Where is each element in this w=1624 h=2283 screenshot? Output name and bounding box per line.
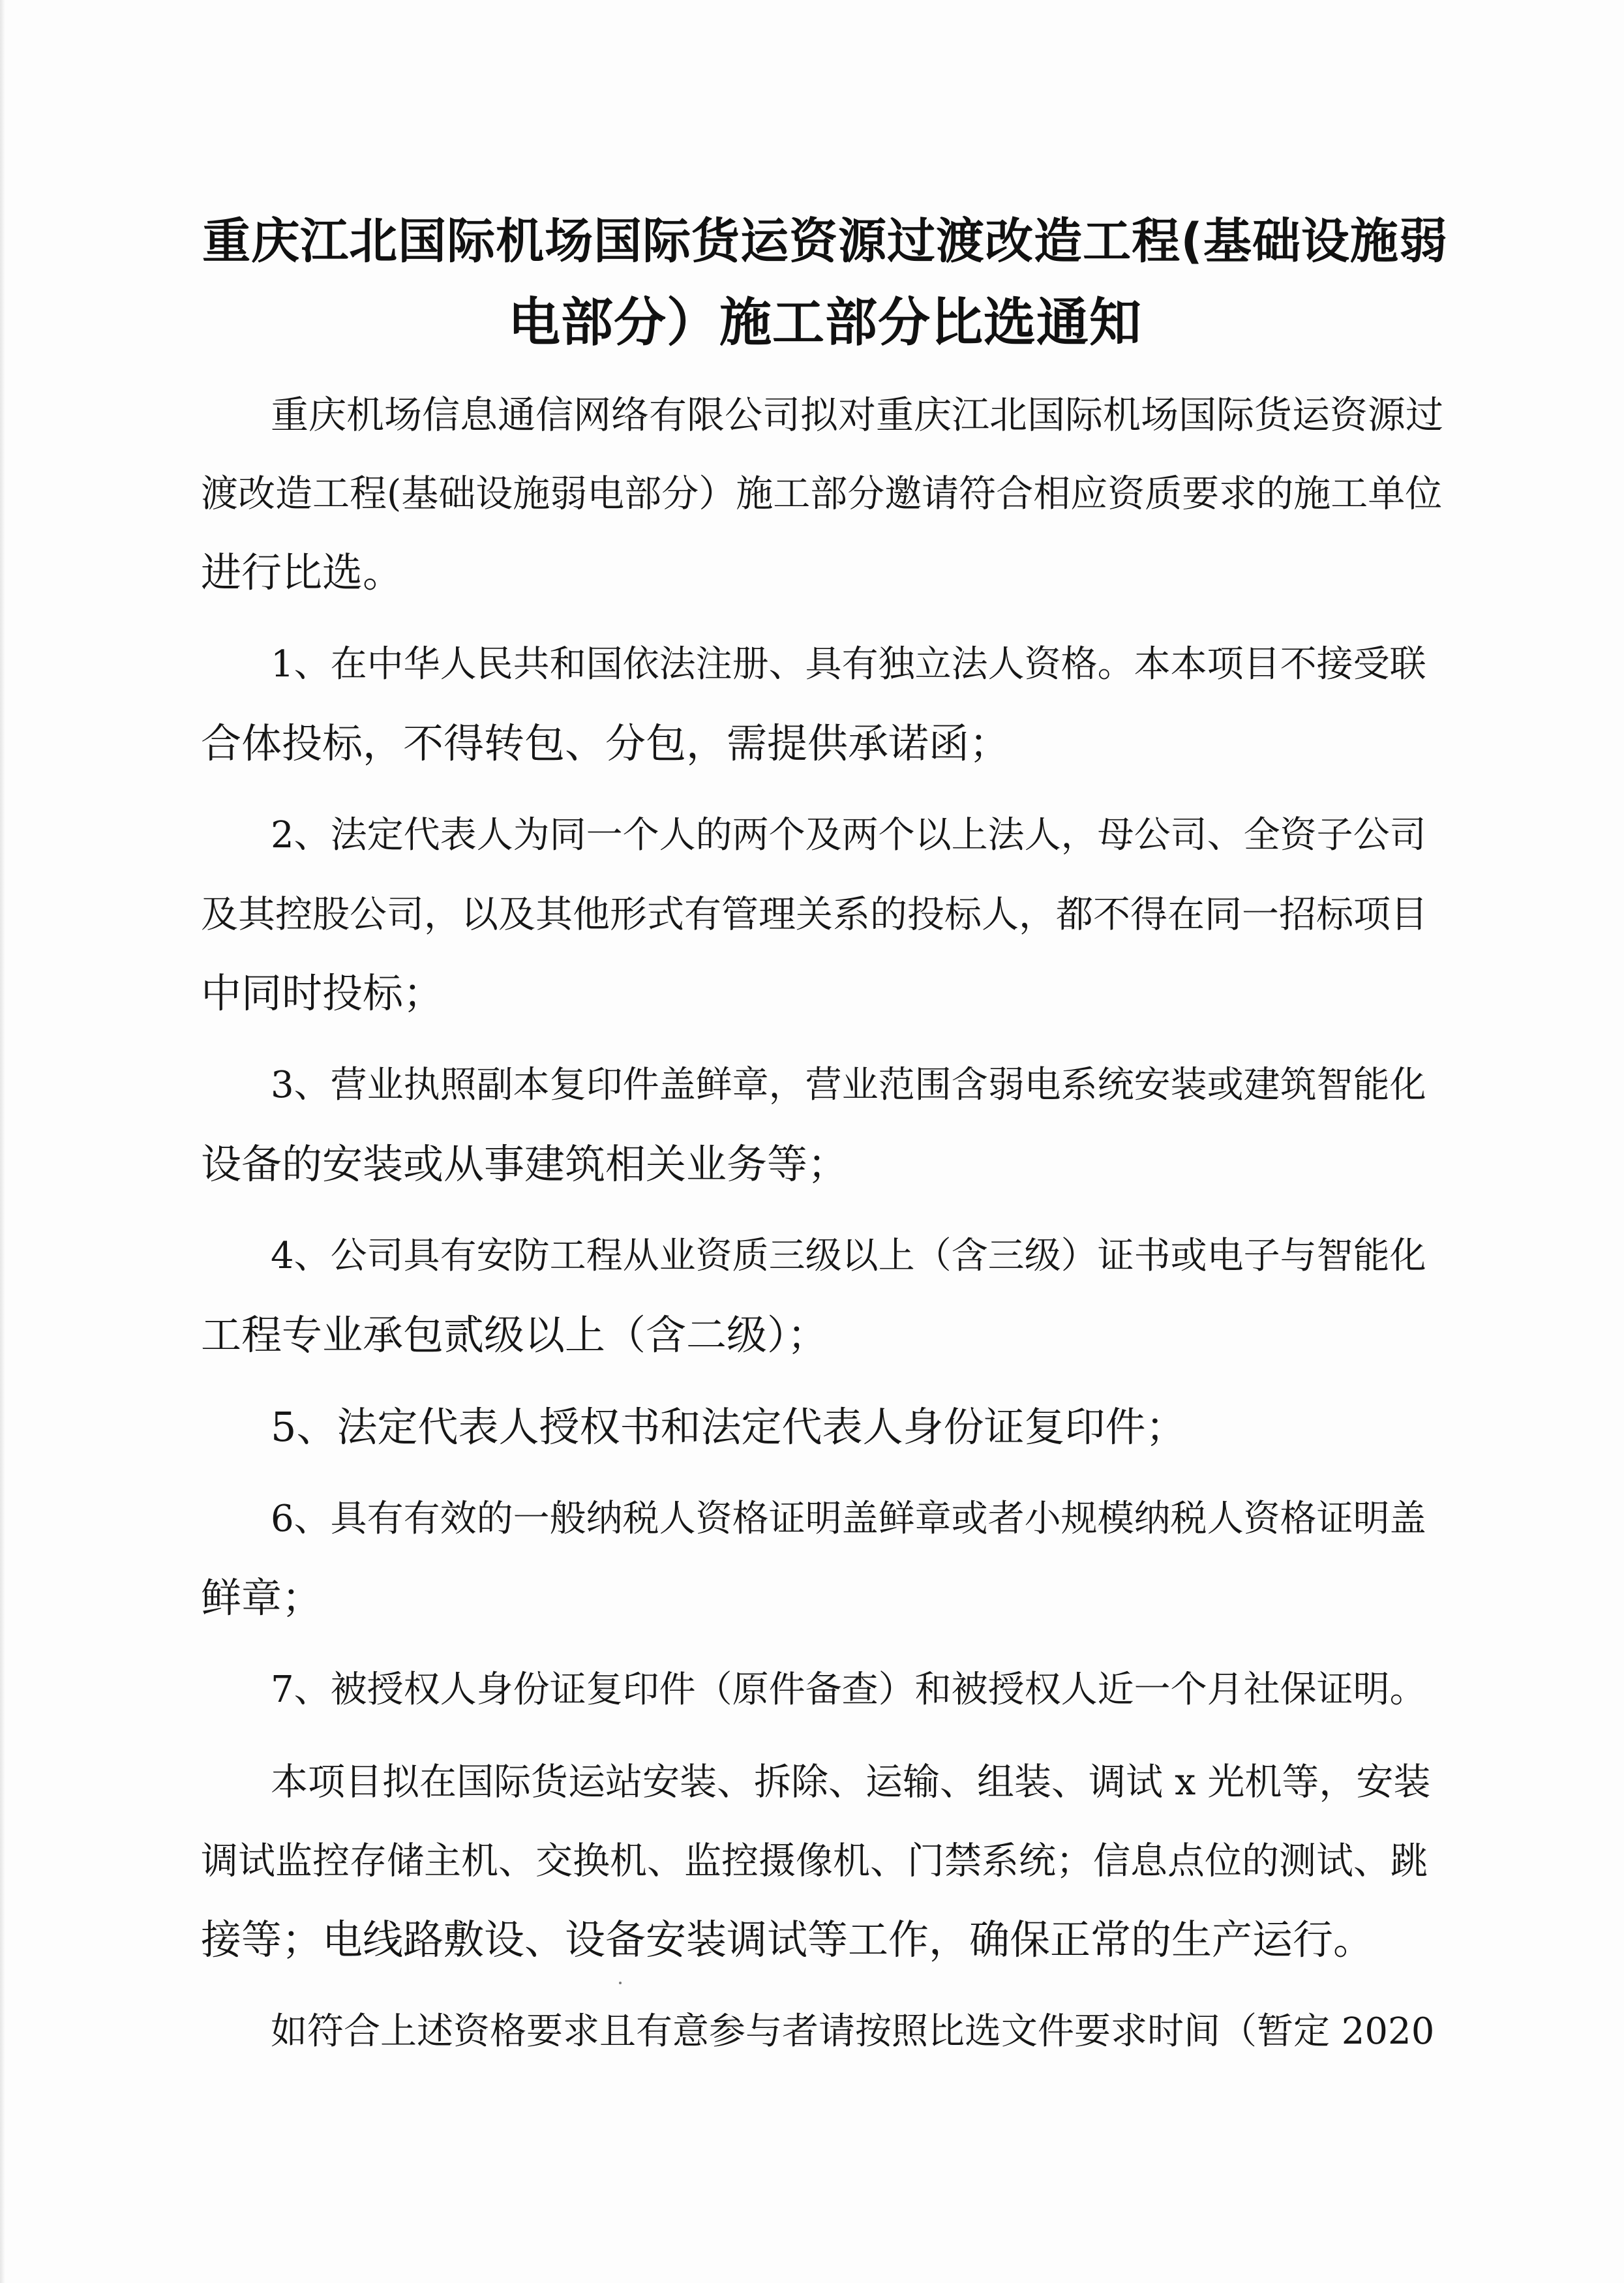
scan-edge-shadow <box>0 0 5 2283</box>
requirement-4-line-2: 工程专业承包贰级以上（含二级）； <box>201 1311 828 1359</box>
requirement-2-line-2: 及其控股公司，以及其他形式有管理关系的投标人，都不得在同一招标项目 <box>201 893 1428 936</box>
requirement-4-line-1: 4、公司具有安防工程从业资质三级以上（含三级）证书或电子与智能化 <box>271 1235 1426 1277</box>
requirement-1-line-2: 合体投标，不得转包、分包，需提供承诺函； <box>201 719 1010 767</box>
requirement-2-line-1: 2、法定代表人为同一个人的两个及两个以上法人，母公司、全资子公司 <box>271 814 1426 856</box>
requirement-3-line-1: 3、营业执照副本复印件盖鲜章，营业范围含弱电系统安装或建筑智能化 <box>271 1064 1426 1106</box>
scope-line-1: 本项目拟在国际货运站安装、拆除、运输、组装、调试 x 光机等，安装 <box>271 1761 1431 1804</box>
requirement-2-line-3: 中同时投标； <box>201 969 444 1017</box>
requirement-1-line-1: 1、在中华人民共和国依法注册、具有独立法人资格。本本项目不接受联 <box>271 643 1426 686</box>
intro-line-2: 渡改造工程(基础设施弱电部分）施工部分邀请符合相应资质要求的施工单位 <box>201 472 1443 515</box>
requirement-6-line-1: 6、具有有效的一般纳税人资格证明盖鲜章或者小规模纳税人资格证明盖 <box>271 1498 1426 1540</box>
scan-speck <box>619 1982 622 1984</box>
closing-line-1: 如符合上述资格要求且有意参与者请按照比选文件要求时间（暂定 2020 <box>271 2010 1435 2053</box>
requirement-6-line-2: 鲜章； <box>201 1574 323 1622</box>
scope-line-2: 调试监控存储主机、交换机、监控摄像机、门禁系统；信息点位的测试、跳 <box>201 1839 1428 1882</box>
document-title-line-1: 重庆江北国际机场国际货运资源过渡改造工程(基础设施弱 <box>202 213 1448 269</box>
intro-line-1: 重庆机场信息通信网络有限公司拟对重庆江北国际机场国际货运资源过 <box>271 393 1444 437</box>
requirement-5-line-1: 5、法定代表人授权书和法定代表人身份证复印件； <box>271 1403 1186 1451</box>
intro-line-3: 进行比选。 <box>201 549 404 596</box>
requirement-7-line-1: 7、被授权人身份证复印件（原件备查）和被授权人近一个月社保证明。 <box>271 1669 1426 1711</box>
requirement-3-line-2: 设备的安装或从事建筑相关业务等； <box>201 1140 849 1188</box>
scope-line-3: 接等；电线路敷设、设备安装调试等工作，确保正常的生产运行。 <box>201 1916 1374 1963</box>
document-title-line-2: 电部分）施工部分比选通知 <box>508 292 1142 353</box>
